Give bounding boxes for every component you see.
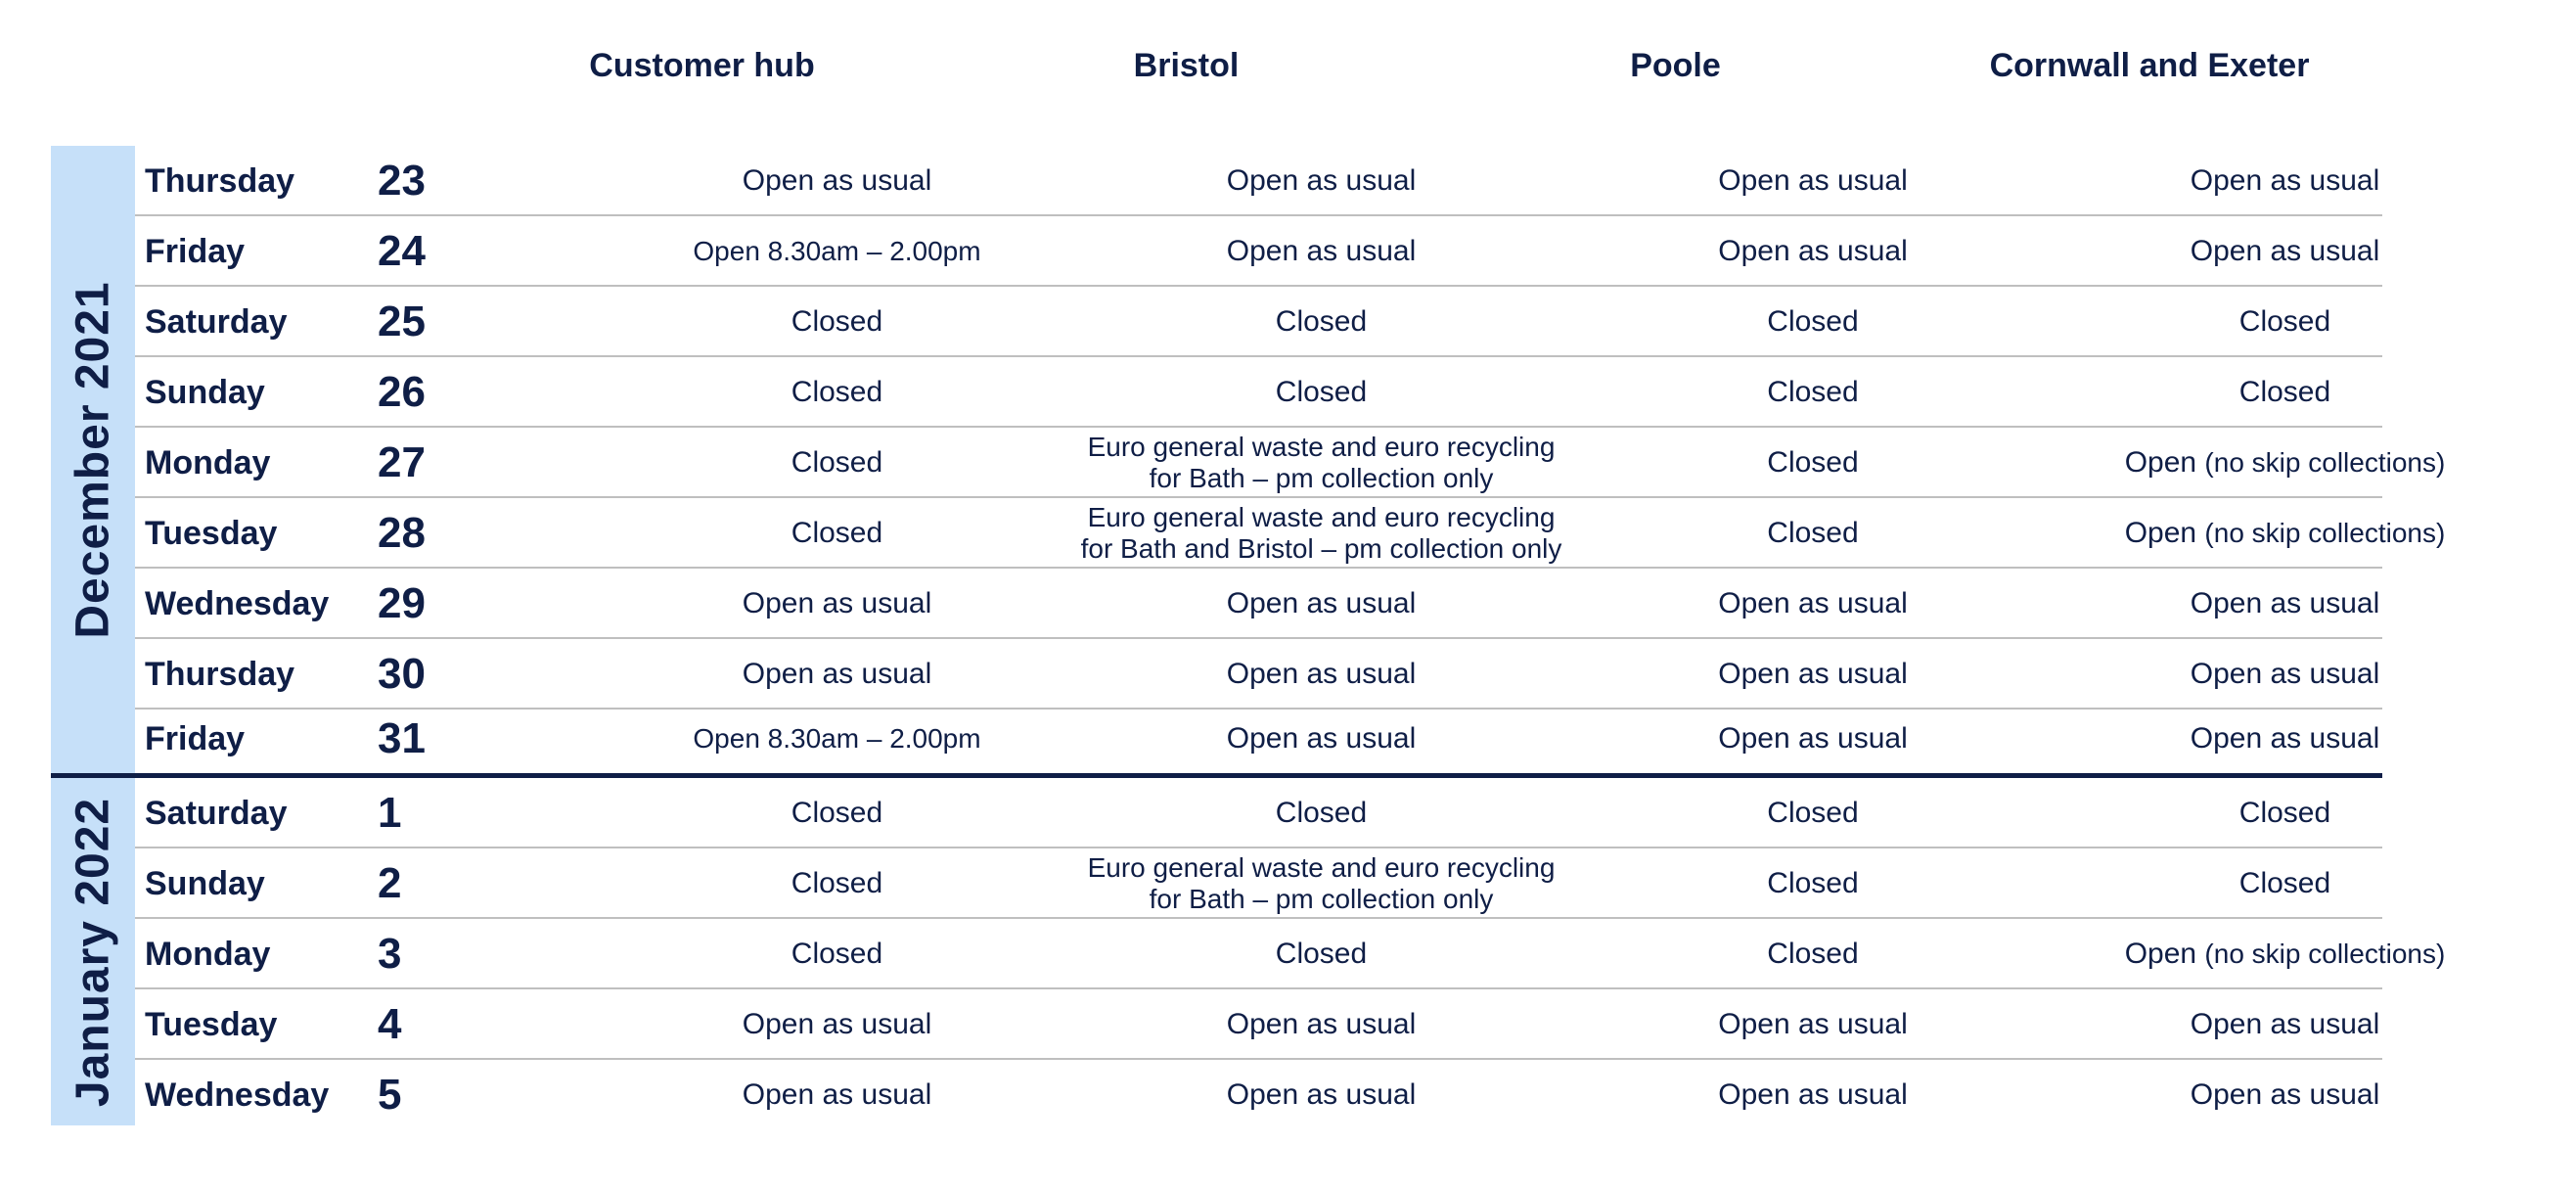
day-name: Saturday: [145, 302, 288, 341]
day-name: Wednesday: [145, 584, 330, 622]
poole-status: Closed: [1767, 517, 1859, 549]
cornwall-status: Closed: [2238, 305, 2331, 338]
poole-status: Open as usual: [1718, 235, 1908, 267]
day-name: Sunday: [145, 373, 265, 411]
cornwall-status: Open as usual: [2190, 235, 2380, 267]
bristol-status: Open as usual: [1226, 658, 1417, 690]
cornwall-status-main: Open: [2124, 517, 2197, 549]
day-name: Monday: [145, 935, 271, 973]
poole-status: Open as usual: [1718, 658, 1908, 690]
bristol-status-line-2: for Bath – pm collection only: [1149, 884, 1494, 914]
table-row: [135, 919, 2446, 989]
bristol-status: Open as usual: [1226, 235, 1417, 267]
poole-status: Open as usual: [1718, 587, 1908, 619]
bristol-status: Open as usual: [1226, 587, 1417, 619]
customer-hub-status: Closed: [791, 446, 883, 479]
bristol-status: Closed: [1275, 797, 1368, 829]
customer-hub-status: Closed: [791, 797, 883, 829]
bristol-status-line-1: Euro general waste and euro recycling: [1087, 432, 1556, 462]
day-number: 3: [378, 930, 402, 978]
day-number: 28: [378, 509, 426, 557]
poole-status: Closed: [1767, 797, 1859, 829]
day-name: Monday: [145, 443, 271, 481]
bristol-status: [1006, 498, 1637, 569]
customer-hub-status: Closed: [791, 867, 883, 899]
cornwall-status: [1994, 919, 2576, 989]
bristol-status-line-2: for Bath and Bristol – pm collection only: [1080, 533, 1562, 564]
cornwall-status: Closed: [2238, 797, 2331, 829]
day-name: Wednesday: [145, 1076, 330, 1114]
poole-status: Open as usual: [1718, 1008, 1908, 1040]
table-row: [135, 428, 2446, 498]
cornwall-status: Open as usual: [2190, 587, 2380, 619]
customer-hub-status: Open as usual: [742, 164, 932, 197]
header-cornwall-exeter: Cornwall and Exeter: [1989, 47, 2310, 84]
header-bristol: Bristol: [1133, 47, 1240, 84]
table-row: [135, 498, 2446, 569]
bristol-status: Open as usual: [1226, 1078, 1417, 1111]
poole-status: Closed: [1767, 867, 1859, 899]
cornwall-status: [1994, 498, 2576, 569]
bristol-status: Open as usual: [1226, 164, 1417, 197]
day-number: 29: [378, 579, 426, 627]
poole-status: Closed: [1767, 305, 1859, 338]
cornwall-status: Closed: [2238, 376, 2331, 408]
day-name: Thursday: [145, 655, 295, 693]
day-name: Sunday: [145, 864, 265, 902]
poole-status: Open as usual: [1718, 722, 1908, 755]
table-row: [135, 848, 2382, 919]
bristol-status: Closed: [1275, 376, 1368, 408]
cornwall-status: Closed: [2238, 867, 2331, 899]
cornwall-status: Open as usual: [2190, 658, 2380, 690]
customer-hub-status: Open as usual: [742, 1008, 932, 1040]
customer-hub-status: Open as usual: [742, 658, 932, 690]
bristol-status: Open as usual: [1226, 722, 1417, 755]
customer-hub-status: Closed: [791, 938, 883, 970]
day-number: 24: [378, 227, 426, 275]
day-number: 31: [378, 714, 426, 762]
cornwall-status: [1994, 428, 2576, 498]
day-number: 5: [378, 1071, 402, 1119]
day-name: Thursday: [145, 161, 295, 200]
table-row: [135, 357, 2382, 428]
cornwall-status: Open as usual: [2190, 164, 2380, 197]
cornwall-status-note: (no skip collections): [2204, 447, 2446, 478]
day-number: 26: [378, 368, 426, 416]
bristol-status: [1006, 848, 1637, 919]
table-row: [135, 778, 2382, 848]
day-name: Tuesday: [145, 514, 278, 552]
customer-hub-status: Closed: [791, 305, 883, 338]
poole-status: Open as usual: [1718, 164, 1908, 197]
day-number: 25: [378, 298, 426, 345]
customer-hub-status: Open as usual: [742, 1078, 932, 1111]
customer-hub-status: Open 8.30am – 2.00pm: [693, 236, 981, 266]
table-row: [135, 287, 2382, 357]
cornwall-status: Open as usual: [2190, 722, 2380, 755]
customer-hub-status: Open as usual: [742, 587, 932, 619]
day-name: Friday: [145, 719, 246, 757]
table-row: [135, 1060, 2382, 1130]
table-row: [135, 146, 2382, 216]
cornwall-status-note: (no skip collections): [2204, 939, 2446, 969]
bristol-status: Open as usual: [1226, 1008, 1417, 1040]
poole-status: Closed: [1767, 446, 1859, 479]
day-number: 2: [378, 859, 402, 907]
month-label-december: December 2021: [67, 280, 119, 639]
customer-hub-status: Open 8.30am – 2.00pm: [693, 723, 981, 754]
poole-status: Open as usual: [1718, 1078, 1908, 1111]
day-number: 27: [378, 438, 426, 486]
header-poole: Poole: [1630, 47, 1721, 84]
header-customer-hub: Customer hub: [589, 47, 815, 84]
day-number: 30: [378, 650, 426, 698]
cornwall-status-main: Open: [2124, 446, 2197, 479]
bristol-status: [1006, 428, 1637, 498]
table-row: [135, 639, 2382, 710]
bristol-status: Closed: [1275, 305, 1368, 338]
day-name: Friday: [145, 232, 246, 270]
poole-status: Closed: [1767, 376, 1859, 408]
bristol-status-line-1: Euro general waste and euro recycling: [1087, 852, 1556, 883]
bristol-status-line-2: for Bath – pm collection only: [1149, 463, 1494, 493]
table-row: [135, 216, 2382, 287]
poole-status: Closed: [1767, 938, 1859, 970]
table-row: [135, 704, 2382, 774]
customer-hub-status: Closed: [791, 376, 883, 408]
cornwall-status: Open as usual: [2190, 1078, 2380, 1111]
day-number: 1: [378, 789, 402, 837]
bristol-status: Closed: [1275, 938, 1368, 970]
cornwall-status: Open as usual: [2190, 1008, 2380, 1040]
table-row: [135, 989, 2382, 1060]
table-row: [135, 569, 2382, 639]
day-name: Tuesday: [145, 1005, 278, 1043]
month-label-january: January 2022: [67, 797, 119, 1107]
cornwall-status-main: Open: [2124, 938, 2197, 970]
bristol-status-line-1: Euro general waste and euro recycling: [1087, 502, 1556, 532]
month-band-december: [51, 146, 135, 773]
day-number: 23: [378, 157, 426, 205]
customer-hub-status: Closed: [791, 517, 883, 549]
day-name: Saturday: [145, 794, 288, 832]
cornwall-status-note: (no skip collections): [2204, 518, 2446, 548]
month-band-january: [51, 778, 135, 1125]
day-number: 4: [378, 1000, 402, 1048]
